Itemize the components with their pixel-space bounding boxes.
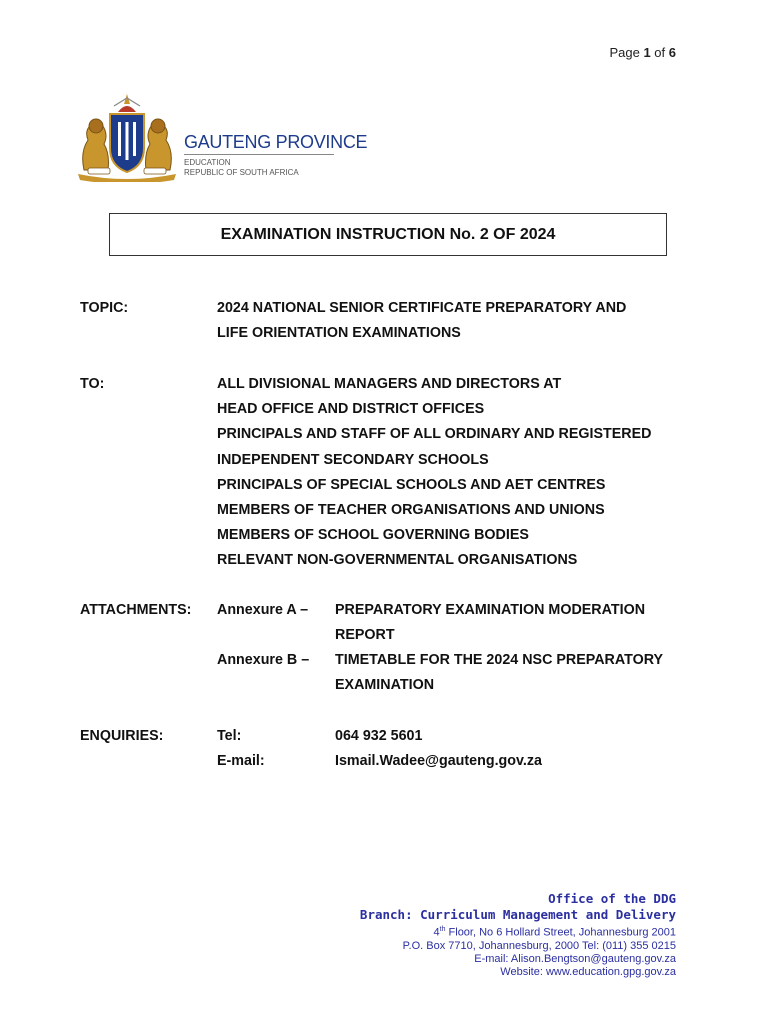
logo-department: EDUCATION: [184, 158, 231, 167]
footer-po-box: P.O. Box 7710, Johannesburg, 2000 Tel: (011) 355 0215: [402, 939, 676, 952]
recipient-line: INDEPENDENT SECONDARY SCHOOLS: [217, 451, 489, 468]
recipient-line: MEMBERS OF SCHOOL GOVERNING BODIES: [217, 527, 529, 544]
annexure-a-title: [335, 598, 645, 648]
topic-line: 2024 NATIONAL SENIOR CERTIFICATE PREPARATORY AND: [217, 300, 627, 316]
page-current: 1: [643, 45, 651, 60]
tel-value: 064 932 5601: [335, 728, 423, 744]
topic-line: LIFE ORIENTATION EXAMINATIONS: [217, 325, 461, 342]
footer-address-rest: Floor, No 6 Hollard Street, Johannesburg 2001: [445, 926, 676, 939]
topic-label: TOPIC:: [80, 300, 129, 316]
annexure-b-name: Annexure B –: [217, 652, 310, 668]
tel-label: Tel:: [217, 728, 242, 744]
footer-address-num: 4: [433, 926, 440, 939]
to-label: TO:: [80, 376, 105, 392]
enquiries-label: ENQUIRIES:: [80, 728, 164, 744]
footer-address-sup: th: [439, 926, 446, 933]
attachments-label: ATTACHMENTS:: [80, 602, 192, 618]
email-value[interactable]: Ismail.Wadee@gauteng.gov.za: [335, 753, 542, 769]
gauteng-logo: [74, 92, 368, 184]
email-label: E-mail:: [217, 753, 265, 769]
recipient-line: ALL DIVISIONAL MANAGERS AND DIRECTORS AT: [217, 376, 562, 392]
logo-text: [184, 132, 367, 178]
recipient-line: PRINCIPALS AND STAFF OF ALL ORDINARY AND REGISTERED: [217, 426, 652, 443]
annexure-a-line: PREPARATORY EXAMINATION MODERATION: [335, 602, 646, 618]
logo-country: REPUBLIC OF SOUTH AFRICA: [184, 168, 299, 177]
recipient-line: HEAD OFFICE AND DISTRICT OFFICES: [217, 401, 485, 418]
recipient-line: RELEVANT NON-GOVERNMENTAL ORGANISATIONS: [217, 552, 578, 569]
logo-divider: [184, 154, 334, 155]
page-number: [609, 45, 676, 60]
to-recipients: [217, 372, 651, 574]
recipient-line: MEMBERS OF TEACHER ORGANISATIONS AND UNIONS: [217, 502, 605, 519]
annexure-b-title: [335, 648, 663, 698]
logo-title: GAUTENG PROVINCE: [184, 132, 368, 152]
page-prefix: Page: [609, 45, 640, 60]
page-total: 6: [668, 45, 676, 60]
document-title: EXAMINATION INSTRUCTION No. 2 OF 2024: [109, 213, 667, 256]
footer-office: Office of the DDG: [548, 891, 676, 906]
footer-website[interactable]: Website: www.education.gpg.gov.za: [500, 966, 676, 979]
footer-branch: Branch: Curriculum Management and Delivery: [359, 907, 676, 922]
footer-address: [360, 923, 676, 940]
annexure-a-name: Annexure A –: [217, 602, 309, 618]
recipient-line: PRINCIPALS OF SPECIAL SCHOOLS AND AET CENTRES: [217, 476, 606, 493]
footer-contact: [360, 891, 676, 979]
annexure-a-line: REPORT: [335, 627, 395, 644]
page-of: of: [654, 45, 666, 60]
annexure-b-line: EXAMINATION: [335, 677, 435, 694]
annexure-b-line: TIMETABLE FOR THE 2024 NSC PREPARATORY: [335, 652, 664, 668]
footer-email[interactable]: E-mail: Alison.Bengtson@gauteng.gov.za: [474, 953, 676, 966]
topic-text: [217, 296, 626, 346]
coat-of-arms-icon: [74, 92, 180, 182]
